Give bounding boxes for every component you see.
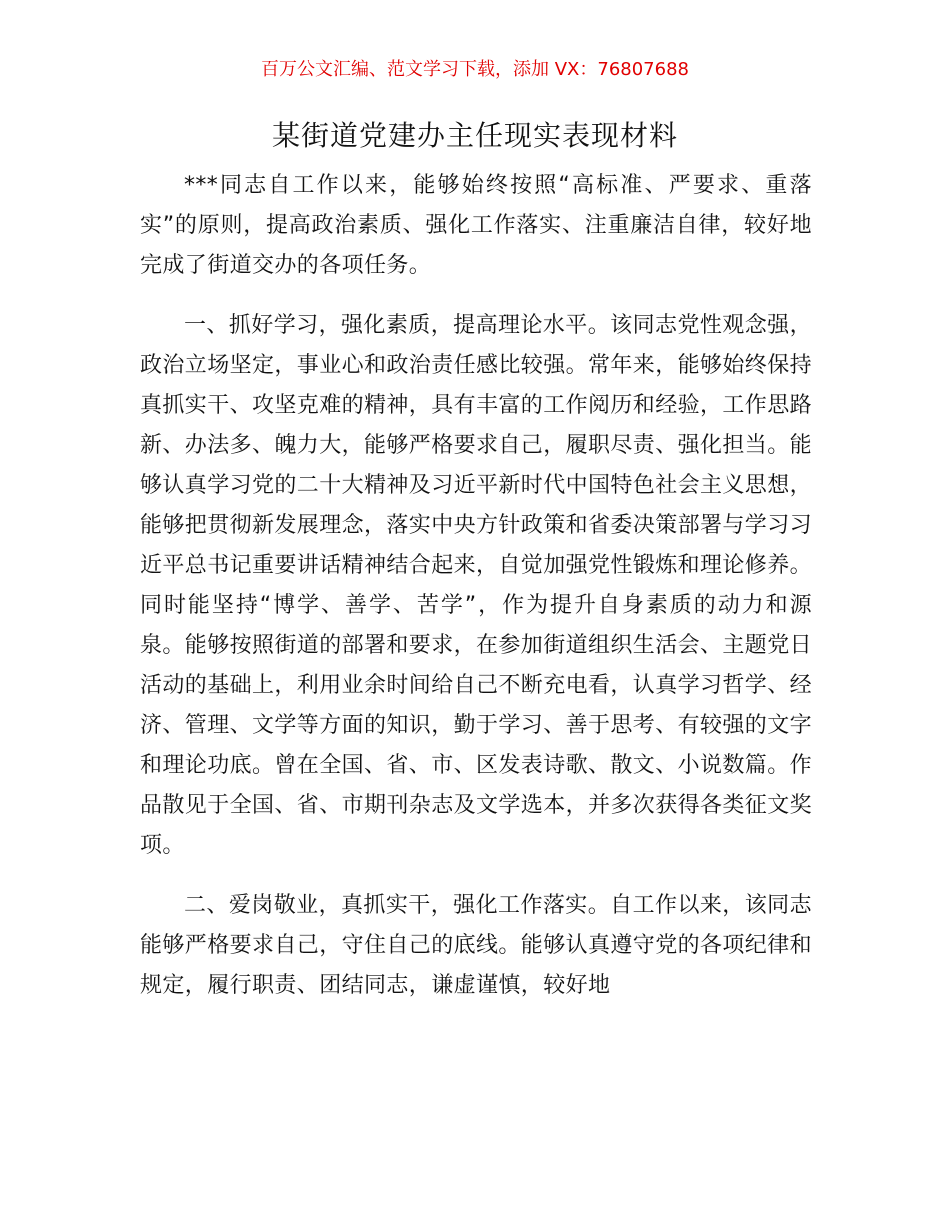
document-body bbox=[140, 166, 812, 1026]
paragraph-intro: ***同志自工作以来，能够始终按照“高标准、严要求、重落实”的原则，提高政治素质、强化工作落实、注重廉洁自律，较好地完成了街道交办的各项任务。 bbox=[140, 173, 812, 278]
paragraph-section-2: 二、爱岗敬业，真抓实干，强化工作落实。自工作以来，该同志能够严格要求自己，守住自己的底线。能够认真遵守党的各项纪律和规定，履行职责、团结同志，谦虚谨慎，较好地 bbox=[140, 893, 813, 998]
paragraph-section-1: 一、抓好学习，强化素质，提高理论水平。该同志党性观念强，政治立场坚定，事业心和政治责任感比较强。常年来，能够始终保持真抓实干、攻坚克难的精神，具有丰富的工作阅历和经验，工作思路新、办法多、魄力大，能够严格要求自己，履职尽责、强化担当。能够认真学习党的二十大精神及习近平新时代中国特色社会主义思想，能够把贯彻新发展理念，落实中央方针政策和省委决策部署与学习习近平总书记重要讲话精神结合起来，自觉加强党性锻炼和理论修养。同时能坚持“博学、善学、苦学”，作为提升自身素质的动力和源泉。能够按照街道的部署和要求，在参加街道组织生活会、主题党日活动的基础上，利用业余时间给自己不断充电看，认真学习哲学、经济、管理、文学等方面的知识，勤于学习、善于思考、有较强的文字和理论功底。曾在全国、省、市、区发表诗歌、散文、小说数篇。作品散见于全国、省、市期刊杂志及文学选本，并多次获得各类征文奖项。 bbox=[140, 313, 813, 858]
watermark-banner: 百万公文汇编、范文学习下载，添加 VX：76807688 bbox=[261, 59, 689, 80]
document-title: 某街道党建办主任现实表现材料 bbox=[271, 119, 678, 152]
